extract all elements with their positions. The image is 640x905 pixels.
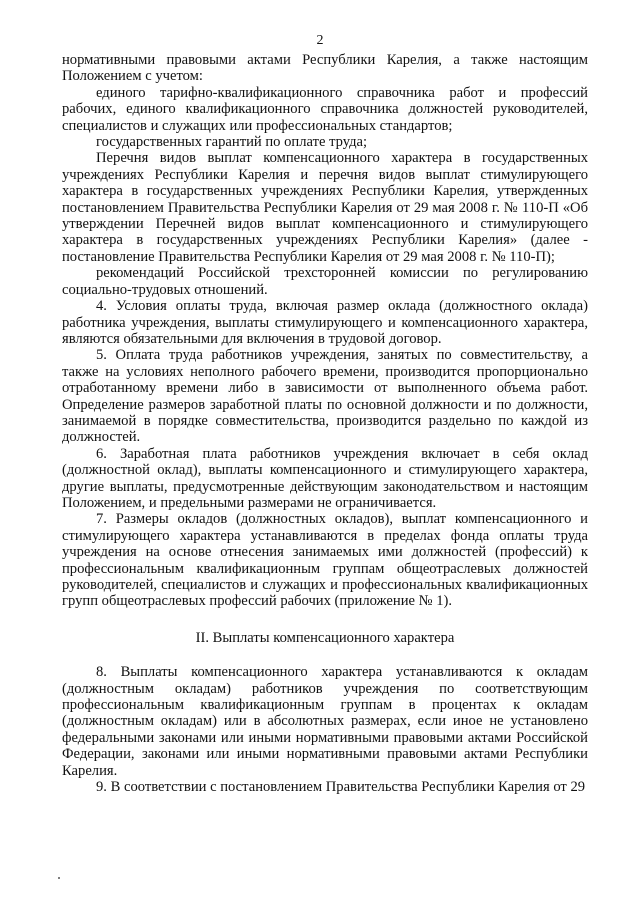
section-heading: II. Выплаты компенсационного характера: [195, 629, 455, 646]
paragraph: государственных гарантий по оплате труда;: [96, 134, 368, 151]
paragraph: 9. В соответствии с постановлением Правительства Республики Карелия от 29: [96, 779, 586, 796]
paragraph: 7. Размеры окладов (должностных окладов), выплат компенсационного и стимулирующего характера устанавливаются в пределах фонда оплаты труда учреждения на основе отнесения занимаемых ими должностей (профессий) к профессиональным квалификационным группам общеотраслевых должностей руководителей, специалистов и служащих и профессиональных квалификационных групп общеотраслевых профессий рабочих (приложение № 1).: [62, 511, 588, 610]
paragraph: Перечня видов выплат компенсационного характера в государственных учреждениях Республики Карелия и перечня видов выплат стимулирующего характера в государственных учреждениях Республики Карелия, утвержденных постановлением Правительства Республики Карелия от 29 мая 2008 г. № 110-П «Об утверждении Перечней видов выплат компенсационного и стимулирующего характера в государственных учреждениях Республики Карелия» (далее - постановление Правительства Республики Карелия от 29 мая 2008 г. № 110-П);: [62, 150, 588, 265]
page-number: 2: [316, 33, 324, 48]
scan-speck: [58, 877, 60, 879]
paragraph: рекомендаций Российской трехсторонней комиссии по регулированию социально-трудовых отношений.: [62, 265, 588, 298]
paragraph: 8. Выплаты компенсационного характера устанавливаются к окладам (должностным окладам) работников учреждения по соответствующим профессиональным квалификационным группам в процентах к окладам (должностным окладам) или в абсолютных размерах, если иное не установлено федеральными законами или иными нормативными правовыми актами Российской Федерации, законами или иными нормативными правовыми актами Республики Карелия.: [62, 664, 588, 779]
paragraph: 4. Условия оплаты труда, включая размер оклада (должностного оклада) работника учреждения, выплаты стимулирующего и компенсационного характера, являются обязательными для включения в трудовой договор.: [62, 298, 588, 347]
document-body: [62, 52, 588, 795]
paragraph: единого тарифно-квалификационного справочника работ и профессий рабочих, единого квалификационного справочника должностей руководителей, специалистов и служащих или профессиональных стандартов;: [62, 84, 588, 134]
paragraph: 5. Оплата труда работников учреждения, занятых по совместительству, а также на условиях неполного рабочего времени, производится пропорционально отработанному времени либо в зависимости от выполненного объема работ. Определение размеров заработной платы по основной должности и по должности, занимаемой в порядке совместительства, производится раздельно по каждой из должностей.: [62, 347, 588, 446]
paragraph: нормативными правовыми актами Республики Карелия, а также настоящим Положением с учетом:: [62, 52, 588, 85]
paragraph: 6. Заработная плата работников учреждения включает в себя оклад (должностной оклад), выплаты компенсационного и стимулирующего характера, другие выплаты, предусмотренные действующим законодательством и настоящим Положением, и предельными размерами не ограничивается.: [62, 445, 588, 511]
